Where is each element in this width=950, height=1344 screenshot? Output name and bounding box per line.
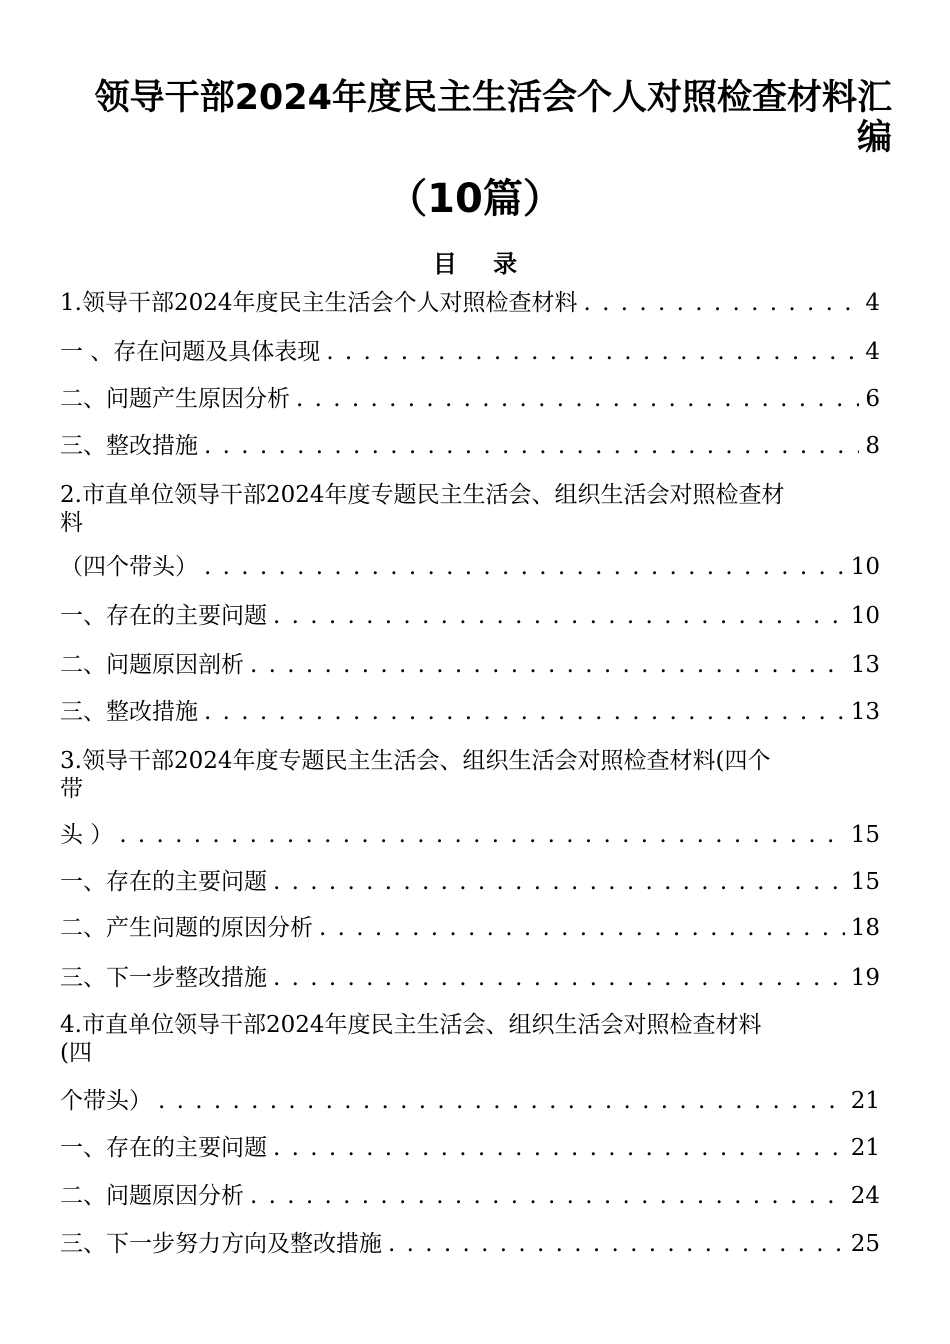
toc-entry-text: 二、产生问题的原因分析 bbox=[60, 915, 313, 941]
toc-entry-text: 一、存在的主要问题 bbox=[60, 869, 267, 895]
toc-entry[interactable] bbox=[60, 1133, 880, 1163]
toc-entry-text: 三、下一步努力方向及整改措施 bbox=[60, 1231, 382, 1257]
toc-entry-text: 二、问题原因分析 bbox=[60, 1183, 244, 1209]
toc-page-number: 21 bbox=[850, 1135, 880, 1161]
toc-entry-line[interactable]: 带 bbox=[60, 776, 83, 802]
toc-page-number: 10 bbox=[850, 603, 880, 629]
toc-leader-dots bbox=[326, 337, 859, 367]
toc-leader-dots bbox=[273, 963, 845, 993]
toc-entry[interactable] bbox=[60, 650, 880, 680]
toc-leader-dots bbox=[273, 601, 845, 631]
toc-page-number: 21 bbox=[850, 1088, 880, 1114]
toc-entry-line[interactable]: 4.市直单位领导干部2024年度民主生活会、组织生活会对照检查材料 bbox=[60, 1012, 762, 1038]
toc-page-number: 15 bbox=[850, 822, 880, 848]
toc-page-number: 10 bbox=[850, 554, 880, 580]
toc-leader-dots bbox=[583, 288, 859, 318]
toc-entry-text: 一、存在的主要问题 bbox=[60, 603, 267, 629]
toc-leader-dots bbox=[388, 1229, 845, 1259]
toc-leader-dots bbox=[250, 650, 845, 680]
toc-entry[interactable] bbox=[60, 820, 880, 850]
toc-entry-text: 二、问题产生原因分析 bbox=[60, 386, 290, 412]
toc-entry-text: 一、存在的主要问题 bbox=[60, 1135, 267, 1161]
toc-leader-dots bbox=[204, 697, 845, 727]
toc-leader-dots bbox=[319, 913, 845, 943]
document-title bbox=[80, 78, 892, 158]
toc-leader-dots bbox=[204, 431, 859, 461]
toc-page-number: 18 bbox=[850, 915, 880, 941]
toc-entry-text: 二、问题原因剖析 bbox=[60, 652, 244, 678]
toc-page-number: 19 bbox=[850, 965, 880, 991]
toc-page-number: 6 bbox=[865, 386, 880, 412]
toc-heading: 目 录 bbox=[432, 250, 532, 278]
toc-leader-dots bbox=[119, 820, 844, 850]
toc-entry[interactable] bbox=[60, 1086, 880, 1116]
toc-entry[interactable] bbox=[60, 697, 880, 727]
document-subtitle: （10篇） bbox=[387, 176, 563, 222]
toc-entry-text: （四个带头） bbox=[60, 554, 198, 580]
title-line-1: 领导干部2024年度民主生活会个人对照检查材料汇 bbox=[94, 78, 892, 118]
toc-entry[interactable] bbox=[60, 601, 880, 631]
toc-entry[interactable] bbox=[60, 337, 880, 367]
toc-entry-line[interactable]: 3.领导干部2024年度专题民主生活会、组织生活会对照检查材料(四个 bbox=[60, 748, 771, 774]
toc-page-number: 25 bbox=[850, 1231, 880, 1257]
toc-entry[interactable] bbox=[60, 552, 880, 582]
toc-page-number: 13 bbox=[850, 699, 880, 725]
toc-entry[interactable] bbox=[60, 288, 880, 318]
toc-leader-dots bbox=[296, 384, 859, 414]
toc-page-number: 4 bbox=[865, 339, 880, 365]
toc-entry-line[interactable]: 料 bbox=[60, 510, 83, 536]
toc-entry-text: 个带头） bbox=[60, 1088, 152, 1114]
toc-entry-text: 三、整改措施 bbox=[60, 433, 198, 459]
toc-entry[interactable] bbox=[60, 384, 880, 414]
toc-page-number: 13 bbox=[850, 652, 880, 678]
toc-entry[interactable] bbox=[60, 867, 880, 897]
toc-leader-dots bbox=[158, 1086, 845, 1116]
toc-leader-dots bbox=[250, 1181, 845, 1211]
toc-entry[interactable] bbox=[60, 1181, 880, 1211]
toc-leader-dots bbox=[273, 1133, 845, 1163]
toc-entry-text: 一 、存在问题及具体表现 bbox=[60, 339, 321, 365]
toc-leader-dots bbox=[273, 867, 845, 897]
toc-entry-text: 1.领导干部2024年度民主生活会个人对照检查材料 bbox=[60, 290, 578, 316]
toc-page-number: 8 bbox=[865, 433, 880, 459]
toc-leader-dots bbox=[204, 552, 845, 582]
toc-entry-line[interactable]: (四 bbox=[60, 1040, 92, 1066]
toc-page-number: 24 bbox=[850, 1183, 880, 1209]
toc-entry[interactable] bbox=[60, 1229, 880, 1259]
toc-entry-line[interactable]: 2.市直单位领导干部2024年度专题民主生活会、组织生活会对照检查材 bbox=[60, 482, 785, 508]
toc-entry[interactable] bbox=[60, 431, 880, 461]
toc-entry-text: 头 ） bbox=[60, 822, 114, 848]
toc-page-number: 15 bbox=[850, 869, 880, 895]
toc-page-number: 4 bbox=[865, 290, 880, 316]
toc-entry-text: 三、整改措施 bbox=[60, 699, 198, 725]
title-line-2: 编 bbox=[856, 118, 892, 158]
toc-entry-text: 三、下一步整改措施 bbox=[60, 965, 267, 991]
toc-entry[interactable] bbox=[60, 963, 880, 993]
toc-entry[interactable] bbox=[60, 913, 880, 943]
